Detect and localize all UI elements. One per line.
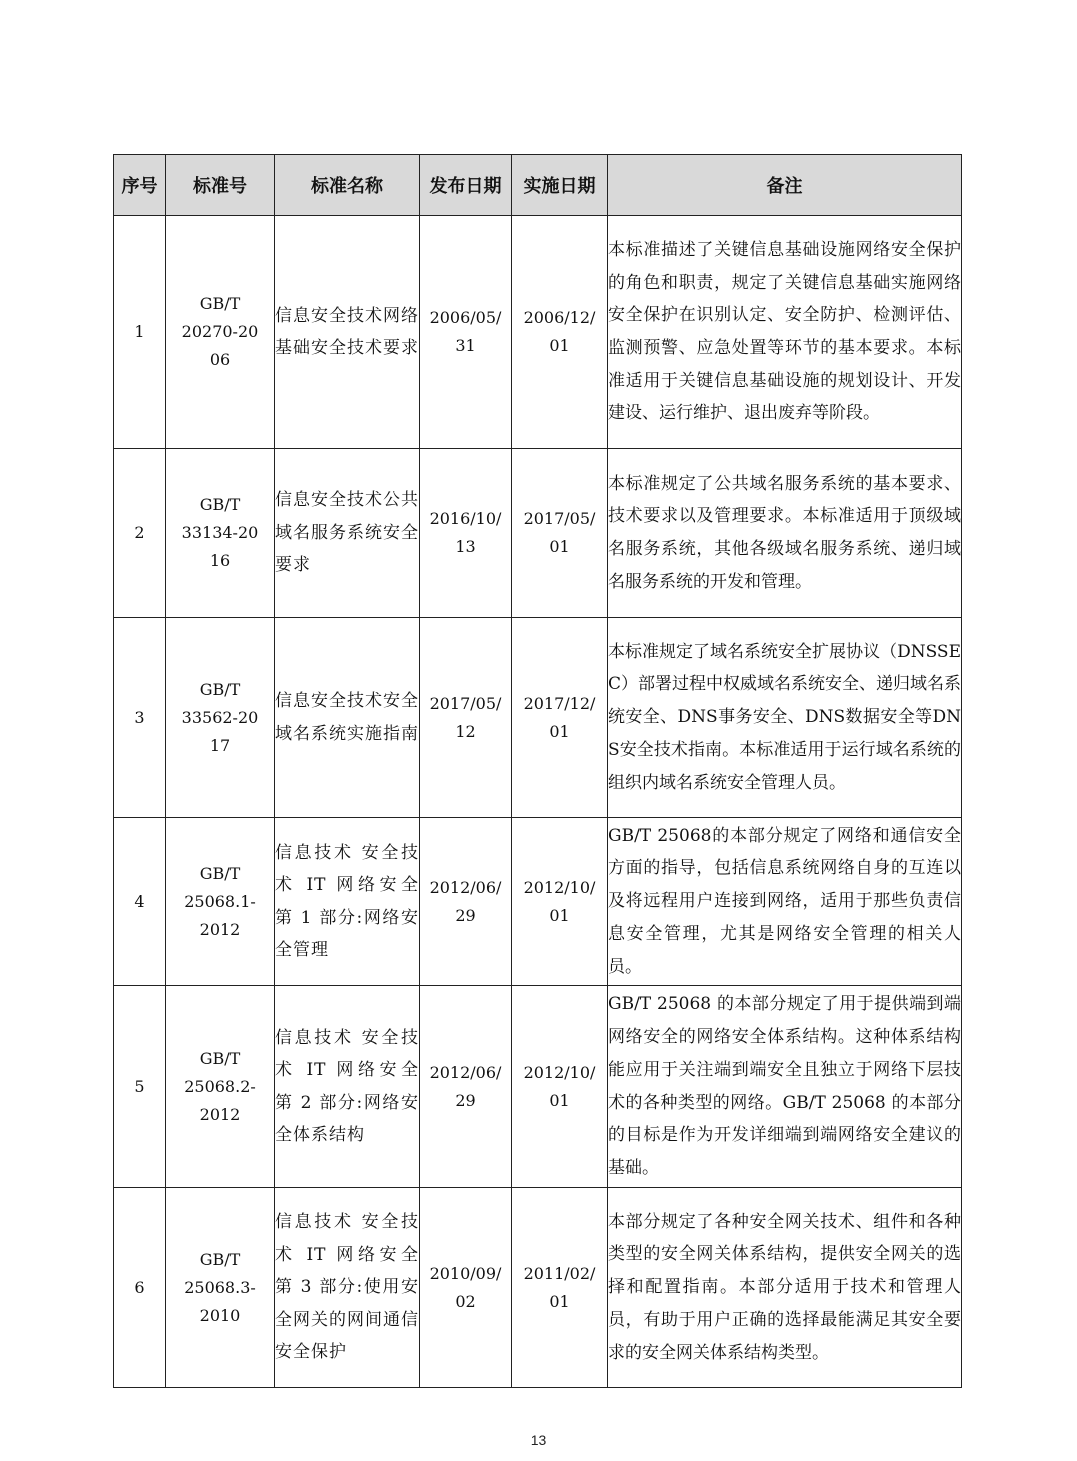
row-code: GB/T 20270-20 06 [166, 216, 275, 449]
row-published: 2006/05/ 31 [420, 216, 512, 449]
row-name: 信息技术 安全技术 IT 网络安全 第 1 部分:网络安全管理 [275, 818, 420, 986]
row-code: GB/T 25068.3- 2010 [166, 1188, 275, 1388]
row-code: GB/T 25068.2- 2012 [166, 986, 275, 1188]
row-effective: 2017/05/ 01 [512, 449, 608, 618]
row-note: 本标准规定了公共域名服务系统的基本要求、技术要求以及管理要求。本标准适用于顶级域名服务系统，其他各级域名服务系统、递归域名服务系统的开发和管理。 [608, 449, 962, 618]
row-published: 2012/06/ 29 [420, 986, 512, 1188]
table-row [114, 216, 962, 449]
row-name: 信息安全技术公共域名服务系统安全要求 [275, 449, 420, 618]
row-code: GB/T 25068.1- 2012 [166, 818, 275, 986]
header-effective: 实施日期 [512, 155, 608, 216]
row-effective: 2012/10/ 01 [512, 818, 608, 986]
row-name: 信息技术 安全技术 IT 网络安全 第 3 部分:使用安全网关的网间通信安全保护 [275, 1188, 420, 1388]
row-published: 2010/09/ 02 [420, 1188, 512, 1388]
header-index: 序号 [114, 155, 166, 216]
row-index: 5 [114, 986, 166, 1188]
row-code: GB/T 33134-20 16 [166, 449, 275, 618]
row-note: GB/T 25068的本部分规定了网络和通信安全方面的指导，包括信息系统网络自身的互连以及将远程用户连接到网络，适用于那些负责信息安全管理，尤其是网络安全管理的相关人员。 [608, 818, 962, 986]
row-name: 信息安全技术安全域名系统实施指南 [275, 618, 420, 818]
row-effective: 2011/02/ 01 [512, 1188, 608, 1388]
header-code: 标准号 [166, 155, 275, 216]
row-effective: 2006/12/ 01 [512, 216, 608, 449]
row-published: 2012/06/ 29 [420, 818, 512, 986]
table-row [114, 449, 962, 618]
row-index: 4 [114, 818, 166, 986]
header-published: 发布日期 [420, 155, 512, 216]
row-note: GB/T 25068 的本部分规定了用于提供端到端网络安全的网络安全体系结构。这种体系结构能应用于关注端到端安全且独立于网络下层技术的各种类型的网络。GB/T 25068 的本部分的目标是作为开发详细端到端网络安全建议的基础。 [608, 986, 962, 1188]
row-name: 信息安全技术网络基础安全技术要求 [275, 216, 420, 449]
row-name: 信息技术 安全技术 IT 网络安全 第 2 部分:网络安全体系结构 [275, 986, 420, 1188]
row-index: 1 [114, 216, 166, 449]
table-row [114, 618, 962, 818]
row-note: 本部分规定了各种安全网关技术、组件和各种类型的安全网关体系结构，提供安全网关的选择和配置指南。本部分适用于技术和管理人员，有助于用户正确的选择最能满足其安全要求的安全网关体系结构类型。 [608, 1188, 962, 1388]
page-number: 13 [530, 1432, 547, 1448]
table-header-row [114, 155, 962, 216]
table-row [114, 1188, 962, 1388]
row-index: 6 [114, 1188, 166, 1388]
row-index: 2 [114, 449, 166, 618]
row-index: 3 [114, 618, 166, 818]
row-note: 本标准描述了关键信息基础设施网络安全保护的角色和职责，规定了关键信息基础实施网络安全保护在识别认定、安全防护、检测评估、监测预警、应急处置等环节的基本要求。本标准适用于关键信息基础设施的规划设计、开发建设、运行维护、退出废弃等阶段。 [608, 216, 962, 449]
standards-table [113, 154, 962, 1388]
header-note: 备注 [608, 155, 962, 216]
table-row [114, 818, 962, 986]
row-published: 2016/10/ 13 [420, 449, 512, 618]
row-note: 本标准规定了域名系统安全扩展协议（DNSSEC）部署过程中权威域名系统安全、递归域名系统安全、DNS事务安全、DNS数据安全等DNS安全技术指南。本标准适用于运行域名系统的组织内域名系统安全管理人员。 [608, 618, 962, 818]
row-effective: 2017/12/ 01 [512, 618, 608, 818]
row-published: 2017/05/ 12 [420, 618, 512, 818]
row-effective: 2012/10/ 01 [512, 986, 608, 1188]
table-row [114, 986, 962, 1188]
row-code: GB/T 33562-20 17 [166, 618, 275, 818]
header-name: 标准名称 [275, 155, 420, 216]
